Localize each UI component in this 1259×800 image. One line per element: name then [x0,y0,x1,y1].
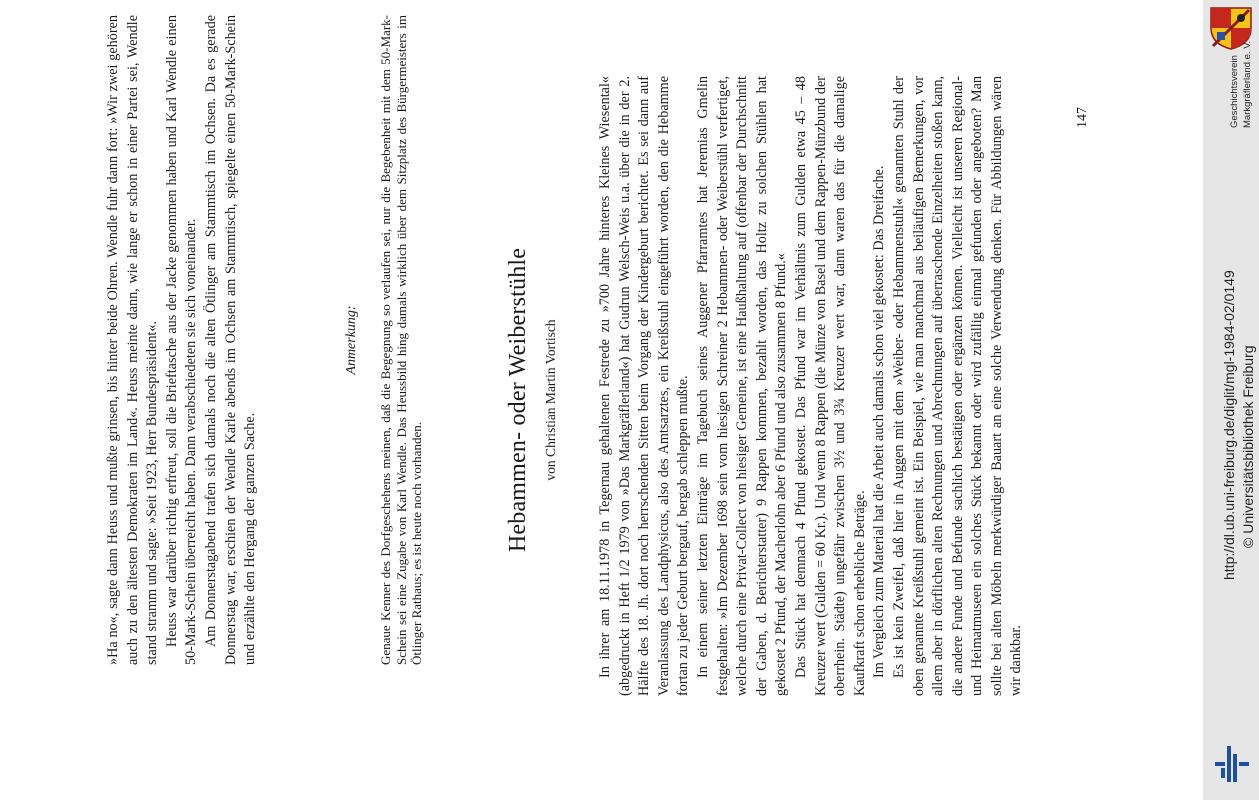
paragraph: In ihrer am 18.11.1978 in Tegernau gehaltenen Festrede zu »700 Jahre hinteres Kleines Wiesental« (abgedruckt in Heft 1/2 1979 von »Das Markgräflerland«) hat Gudrun Welsch-Weis u.a. über die in der 2. Hälfte des 18. Jh. dort noch herrschenden Sitten beim Vorgang der Kindergeburt berichtet. Es sei dann auf Veranlassung des Landphysicus, also des Amtsarztes, ein Kreißstuhl eingeführt worden, den die Hebamme fortan zu jeder Geburt bergauf, bergab schleppen mußte. [597,76,692,696]
paragraph: »Ha no«, sagte dann Heuss und mußte grinsen, bis hinter beide Ohren. Wendle fuhr dann fort: »Wir zwei gehören auch zu den ältesten Demokraten im Land«. Heuss meinte dann, wie lange er schon in einer Partei sei, Wendle stand stramm und sagte: »Seit 1923, Herr Bundespräsident«. [105,15,161,665]
page-number: 147 [1075,107,1090,128]
note-heading: Anmerkung: [344,305,359,375]
paragraph: Es ist kein Zweifel, daß hier in Auggen mit dem »Weiber- oder Hebammenstuhl« genannten Stuhl der oben genannte Kreißstuhl gemeint ist. Ein Beispiel, wie man manchmal aus beiläufigen Bemerkungen, vor allem aber in dörflichen alten Rechnungen und Abrechnungen auf überraschende Einzelheiten stoßen kann, die andere Funde und Befunde sachlich bestätigen oder ergänzen können. Vielleicht ist unseren Regional- und Heimatmuseen ein solches Stück bekannt oder wird zufällig einmal gefunden oder angeboten? Man sollte bei alten Möbeln merkwürdiger Bauart an eine solche Verwendung denken. Für Abbildungen wären wir dankbar. [890,76,1025,696]
ub-freiburg-logo-icon [1213,744,1249,784]
left-column [104,15,261,665]
article-author: von Christian Martin Vortisch [543,319,558,481]
right-column [596,76,1027,696]
paragraph: In einem seiner letzten Einträge im Tagebuch seines Auggener Pfarramtes hat Jeremias Gmelin festgehalten: »Im Dezember 1698 sein vom hiesigen Schreiner 2 Hebammen- oder Weiberstühl verfertiget, welche durch eine Privat-Collect von hiesiger Gemeine, ist eine Haußhaltung auf (offenbar der Durchschnitt der Gaben, d. Berichterstatter) 9 Rappen kommen, bezahlt worden, das Holtz zu solchen Stühlen hat gekostet 2 Pfund, der Macherlohn aber 6 Pfund und also zusammen 8 Pfund.« [694,76,790,696]
viewer-sidebar [1203,0,1259,800]
article-title: Hebammen- oder Weiberstühle [505,247,531,553]
paragraph: Im Vergleich zum Material hat die Arbeit auch damals schon viel gekostet: Das Dreifache. [871,165,888,678]
document-url-link[interactable]: http://dl.ub.uni-freiburg.de/diglit/mgl-1984-02/0149 [1221,270,1237,580]
copyright-notice: © Universitätsbibliothek Freiburg [1240,345,1256,548]
paragraph: Das Stück hat demnach 4 Pfund gekostet. Das Pfund war im Verhältnis zum Gulden etwa 45 – 48 Kreuzer wert (Gulden = 60 Kr.). Und wenn 8 Rappen (die Münze von Basel und dem Rappen-Münzbund der oberrhein. Städte) ungefähr zwischen 3½ und 3¾ Kreuzer wert war, dann waren das für die damalige Kaufkraft schon erhebliche Beträge. [792,76,868,696]
note-paragraph: Genaue Kenner des Dorfgeschehens meinen, daß die Begegnung so verlaufen sei, nur die Begebenheit mit dem 50-Mark-Schein sei eine Zugabe von Karl Wendle. Das Heussbild hing damals wirklich über dem Sitzplatz des Bürgermeisters im Ötlinger Rathaus; es ist heute noch vorhanden. [378,15,425,665]
paragraph: Heuss war darüber richtig erfreut, soll die Brieftasche aus der Jacke genommen haben und Karl Wendle einen 50-Mark-Schein überreicht haben. Dann verabschiedeten sie sich voneinander. [163,15,200,665]
note-text [378,15,425,665]
society-name-line2: Markgräflerland e. V. [1242,40,1253,128]
society-name-line1: Geschichtsverein [1229,55,1240,128]
paragraph: Am Donnerstagabend trafen sich damals noch die alten Ötlinger am Stammtisch im Ochsen. Da es gerade Donnerstag war, erschien der Wendle Karle abends im Ochsen am Stammtisch, spiegelte einen 50-Mark-Schein und erzählte den Hergang der ganzen Sache. [202,15,259,665]
